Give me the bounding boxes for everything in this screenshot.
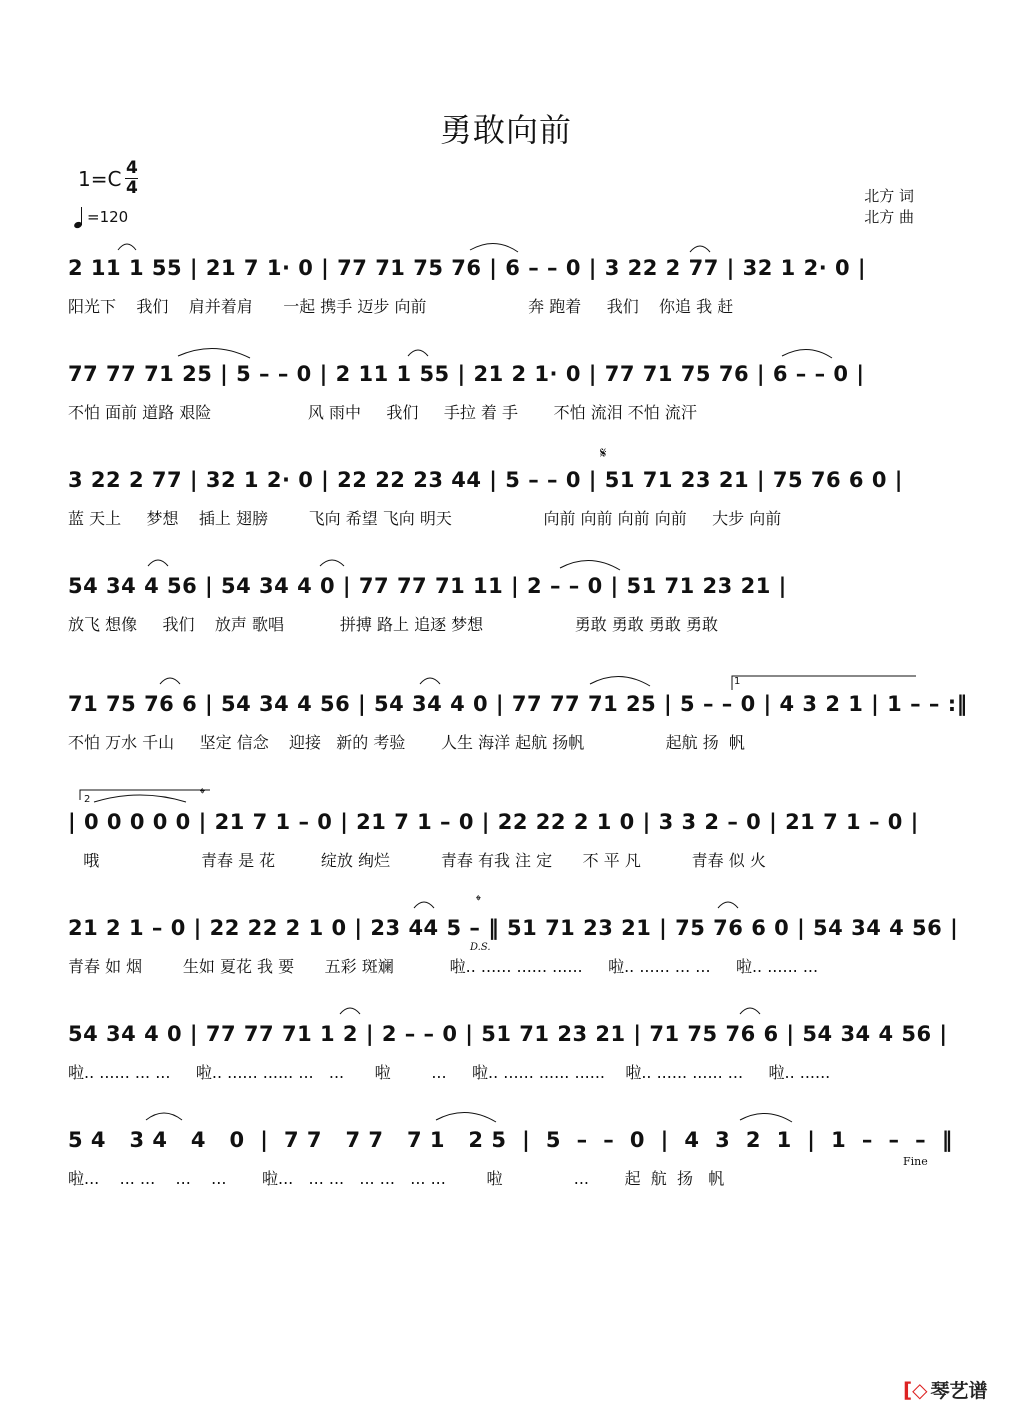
volta-1-label: 1 — [734, 676, 741, 687]
lyricist-credit: 北方 词 — [864, 187, 914, 205]
notes-line: 2 11 1 55 | 21 7 1· 0 | 77 71 75 76 | 6 – – 0 | 3 22 2 77 | 32 1 2· 0 | — [68, 256, 867, 280]
notes-line: 5 4 3 4 4 0 | 7 7 7 7 7 1 2 5 | 5 – – 0 | 4 3 2 1 | 1 – – – ‖ — [68, 1128, 953, 1152]
notes-line: | 0 0 0 0 0 | 21 7 1 – 0 | 21 7 1 – 0 | 22 22 2 1 0 | 3 3 2 – 0 | 21 7 1 – 0 | — [68, 810, 919, 834]
lyrics-line: 啦.. ...... ... ... 啦.. ...... ...... ... ... 啦 ... 啦.. ...... ...... ...... 啦.. ...... ...... ... 啦.. ...... — [68, 1063, 831, 1082]
volta-2-label: 2 — [84, 794, 91, 805]
segno-icon: 𝄋 — [600, 444, 607, 462]
lyrics-line: 不怕 万水 千山 坚定 信念 迎接 新的 考验 人生 海洋 起航 扬帆 起航 扬 帆 — [68, 733, 745, 752]
notes-line: 54 34 4 56 | 54 34 4 0 | 77 77 71 11 | 2 – – 0 | 51 71 23 21 | — [68, 574, 787, 598]
lyrics-line: 阳光下 我们 肩并着肩 一起 携手 迈步 向前 奔 跑着 我们 你追 我 赶 — [68, 297, 734, 316]
notes-line: 21 2 1 – 0 | 22 22 2 1 0 | 23 44 5 – ‖ 51 71 23 21 | 75 76 6 0 | 54 34 4 56 | — [68, 916, 959, 940]
brand-logo — [903, 1376, 988, 1403]
fine-marking: Fine — [903, 1155, 928, 1168]
time-numerator: 4 — [126, 158, 138, 178]
coda-icon: 𝄌 — [476, 893, 481, 909]
notes-line: 77 77 71 25 | 5 – – 0 | 2 11 1 55 | 21 2 1· 0 | 77 71 75 76 | 6 – – 0 | — [68, 362, 865, 386]
logo-icon: [◇ — [903, 1377, 928, 1402]
time-denominator: 4 — [126, 178, 138, 198]
notes-line: 3 22 2 77 | 32 1 2· 0 | 22 22 23 44 | 5 – – 0 | 51 71 23 21 | 75 76 6 0 | — [68, 468, 903, 492]
notes-line: 71 75 76 6 | 54 34 4 56 | 54 34 4 0 | 77 77 71 25 | 5 – – 0 | 4 3 2 1 | 1 – – :‖ — [68, 692, 968, 716]
notes-line: 54 34 4 0 | 77 77 71 1 2 | 2 – – 0 | 51 71 23 21 | 71 75 76 6 | 54 34 4 56 | — [68, 1022, 948, 1046]
coda-icon: 𝄌 — [200, 786, 205, 802]
page-title: 勇敢向前 — [439, 111, 572, 149]
lyrics-line: 蓝 天上 梦想 插上 翅膀 飞向 希望 飞向 明天 向前 向前 向前 向前 大步 向前 — [68, 509, 782, 528]
tempo-value: =120 — [87, 208, 129, 226]
ds-marking: D.S. — [470, 942, 491, 953]
lyrics-line: 不怕 面前 道路 艰险 风 雨中 我们 手拉 着 手 不怕 流泪 不怕 流汗 — [68, 403, 697, 422]
lyrics-line: 哦 青春 是 花 绽放 绚烂 青春 有我 注 定 不 平 凡 青春 似 火 — [68, 851, 766, 870]
lyrics-line: 啦... ... ... ... ... 啦... ... ... ... ... ... ... 啦 ... 起 航 扬 帆 — [68, 1169, 725, 1188]
key-prefix: 1=C — [78, 166, 122, 191]
logo-text: 琴艺谱 — [930, 1380, 988, 1402]
composer-credit: 北方 曲 — [864, 208, 914, 226]
lyrics-line: 青春 如 烟 生如 夏花 我 要 五彩 斑斓 啦.. ...... ...... ...... 啦.. ...... ... ... 啦.. ...... ... — [68, 957, 819, 976]
lyrics-line: 放飞 想像 我们 放声 歌唱 拼搏 路上 追逐 梦想 勇敢 勇敢 勇敢 勇敢 — [68, 615, 718, 634]
